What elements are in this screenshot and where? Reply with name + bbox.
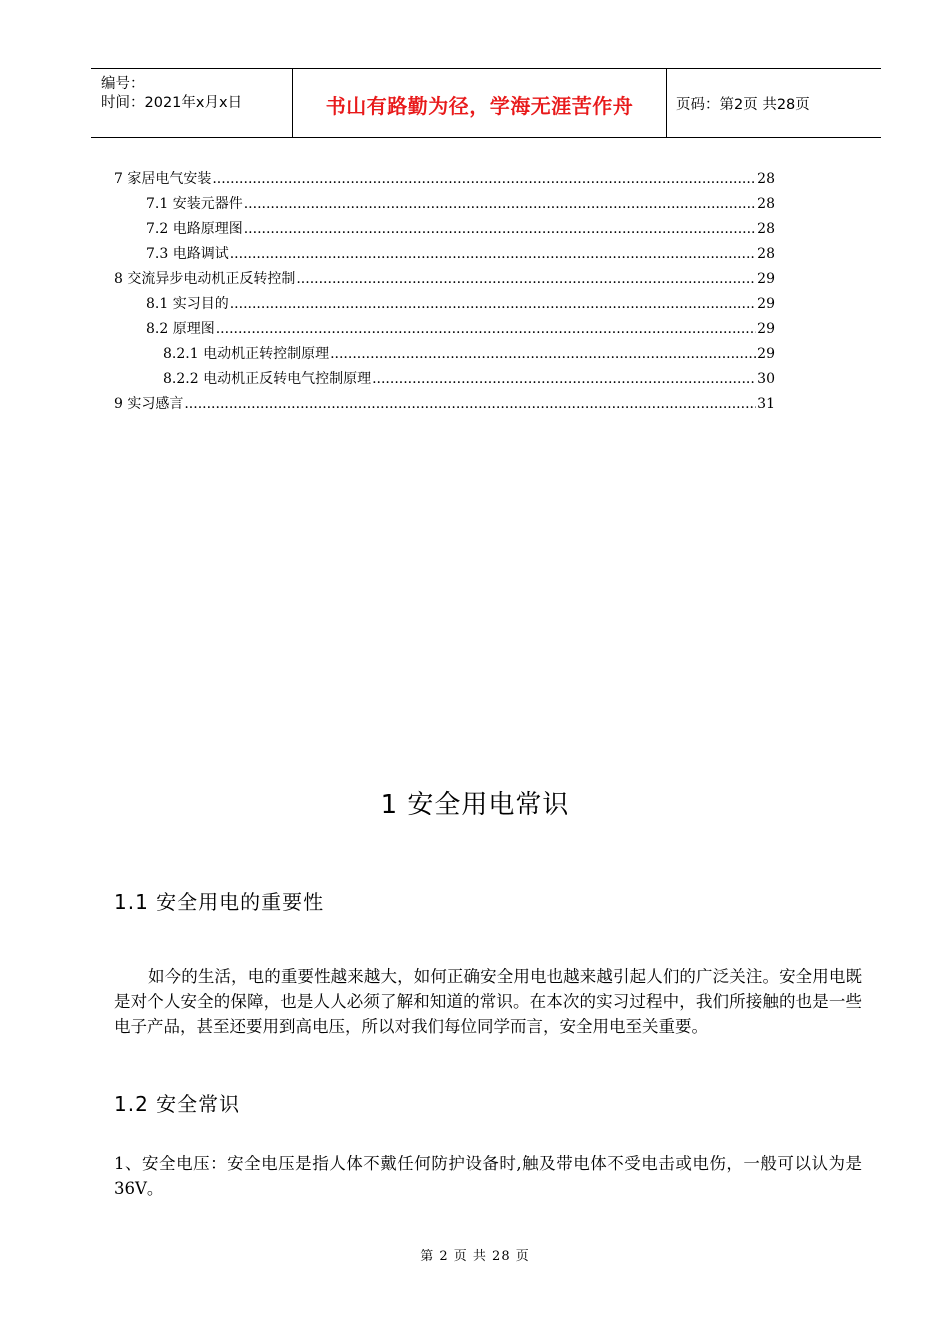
toc-entry-page: 28	[757, 246, 775, 262]
toc-leader	[230, 293, 756, 315]
body-paragraph: 1、安全电压：安全电压是指人体不戴任何防护设备时,触及带电体不受电击或电伤，一般可以认为是36V。	[114, 1154, 862, 1198]
header-page-cell	[666, 69, 881, 137]
toc-entry-title: 8.2 原理图	[146, 321, 215, 337]
toc-entry[interactable]	[146, 318, 775, 340]
body-paragraph: 如今的生活，电的重要性越来越大，如何正确安全用电也越来越引起人们的广泛关注。安全用电既是对个人安全的保障，也是人人必须了解和知道的常识。在本次的实习过程中，我们所接触的也是一些电子产品，甚至还要用到高电压，所以对我们每位同学而言，安全用电至关重要。	[114, 967, 862, 1036]
toc-entry[interactable]	[114, 393, 775, 415]
toc-entry-page: 28	[757, 196, 775, 212]
toc-entry[interactable]	[146, 293, 775, 315]
toc-entry[interactable]	[146, 243, 775, 265]
toc-entry-page: 31	[757, 396, 775, 412]
toc-entry[interactable]	[163, 343, 775, 365]
time-label: 时间：2021年x月x日	[101, 95, 243, 111]
serial-label: 编号：	[101, 76, 145, 92]
toc-entry-page: 28	[757, 171, 775, 187]
toc-entry-title: 7.2 电路原理图	[146, 221, 243, 237]
header-motto: 书山有路勤为径，学海无涯苦作舟	[325, 94, 634, 118]
header-page-number: 页码：第2页 共28页	[676, 97, 810, 113]
header-motto-cell	[292, 69, 667, 137]
toc-leader	[216, 318, 756, 340]
toc-entry-page: 29	[757, 346, 775, 362]
toc-entry[interactable]	[146, 218, 775, 240]
toc-entry[interactable]	[146, 193, 775, 215]
toc-leader	[296, 268, 756, 290]
toc-leader	[244, 193, 756, 215]
toc-entry-page: 30	[757, 371, 775, 387]
toc-leader	[230, 243, 756, 265]
toc-entry-page: 28	[757, 221, 775, 237]
toc-entry[interactable]	[114, 268, 775, 290]
toc-entry-title: 8 交流异步电动机正反转控制	[114, 271, 296, 287]
toc-entry[interactable]	[114, 168, 775, 190]
toc-entry-title: 8.2.2 电动机正反转电气控制原理	[163, 371, 372, 387]
section-heading: 1.1 安全用电的重要性	[114, 890, 325, 914]
toc-entry-page: 29	[757, 271, 775, 287]
toc-leader	[212, 168, 756, 190]
toc-leader	[184, 393, 756, 415]
toc-entry-title: 7.1 安装元器件	[146, 196, 243, 212]
toc-leader	[372, 368, 756, 390]
toc-entry-title: 9 实习感言	[114, 396, 184, 412]
toc-entry-title: 8.2.1 电动机正转控制原理	[163, 346, 330, 362]
toc-entry-title: 7 家居电气安装	[114, 171, 212, 187]
page-footer: 第 2 页 共 28 页	[420, 1249, 530, 1264]
toc-leader	[244, 218, 756, 240]
header-meta-cell	[91, 69, 292, 137]
toc-leader	[330, 343, 756, 365]
toc-entry[interactable]	[163, 368, 775, 390]
toc-entry-page: 29	[757, 296, 775, 312]
toc-entry-title: 8.1 实习目的	[146, 296, 229, 312]
page-header	[91, 68, 881, 138]
toc-entry-page: 29	[757, 321, 775, 337]
toc-entry-title: 7.3 电路调试	[146, 246, 229, 262]
section-heading: 1.2 安全常识	[114, 1092, 241, 1116]
chapter-title: 1 安全用电常识	[380, 790, 570, 820]
